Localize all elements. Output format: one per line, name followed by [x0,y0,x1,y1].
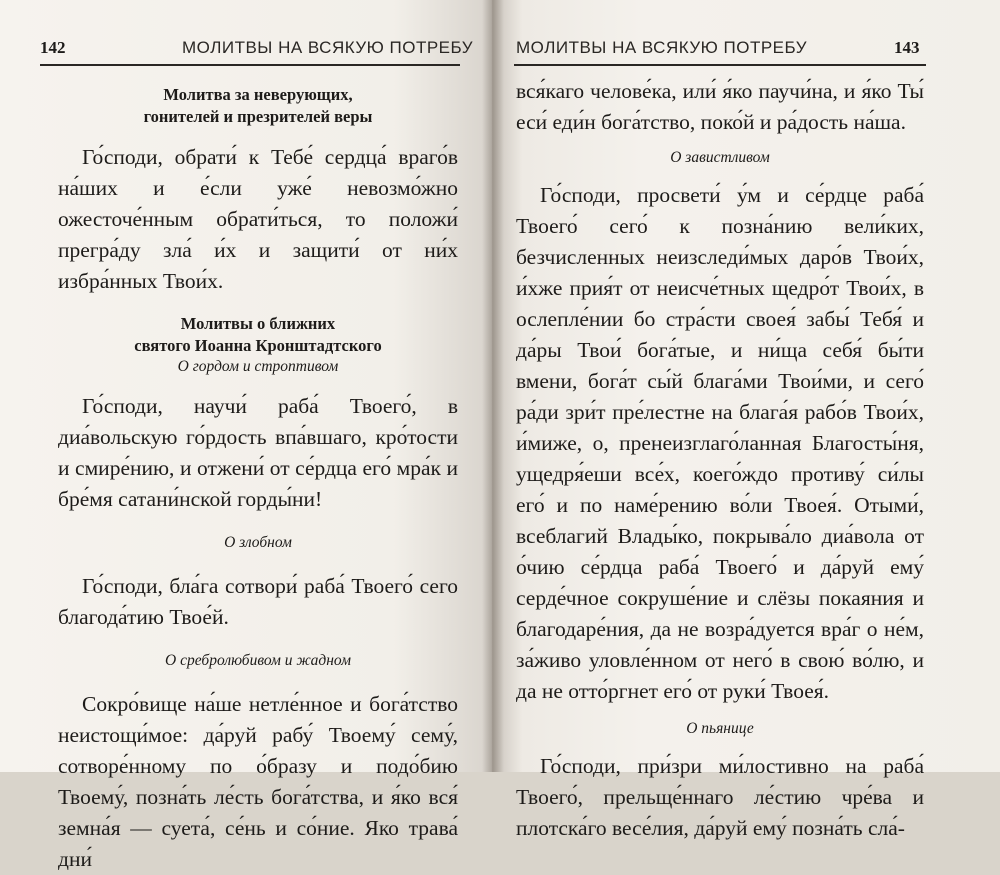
section-title: гонителей и презрителей веры [143,107,373,126]
prayer-text: Го́споди, научи́ раба́ Твоего́, в диа́вольскую го́рдость впа́вшаго, кро́тости и смире́нию, и отжени́ от се́рдца его́ мра́к и бре́мя сатани́нской горды́ни! [58,394,458,511]
subsection-title: О злобном [224,534,292,551]
prayer-text: Го́споди, бла́га сотвори́ раба́ Твоего́ сего благода́тию Твое́й. [58,574,458,629]
prayer-text: Сокро́вище на́ше нетле́нное и бога́тство неистощи́мое: да́руй рабу́ Твоему́ сему́, сотворе́нному по о́бразу и подо́бию Твоему́, позна́ть ле́сть бога́тства, и я́ко вся́ земна́я — суета́, се́нь и со́ние. Яко трава́ дни́ [58,692,458,871]
section-title: Молитвы о ближних [180,314,336,333]
right-text-column [516,76,924,844]
page-number: 142 [40,38,66,57]
prayer-text: Го́споди, обрати́ к Тебе́ сердца́ враго́в на́ших и е́сли уже́ невозмо́жно ожесточе́нным обрати́ться, то положи́ прегра́ду зла́ и́х и защити́ от ни́х избра́нных Твои́х. [58,145,458,293]
subsection-title: О завистливом [670,149,770,166]
book-gutter [482,0,504,772]
page-number: 143 [894,38,920,57]
header-rule [40,64,460,66]
prayer-text: Го́споди, просвети́ у́м и се́рдце раба́ Твоего́ сего́ к позна́нию вели́ких, безчисленных неизследи́мых даро́в Твои́х, и́хже прия́т от неисче́тных щедро́т Твои́х, в ослепле́нии бо стра́сти своея́ забы́ Тебя́ и да́ры Твои́ бога́тые, и ни́ща себя́ бы́ти вмени, бога́т сы́й блага́ми Твои́ми, и сего́ ра́ди зри́т пре́лестне на блага́я рабо́в Твои́х, и́миже, о, пренеизглаго́ланная Благосты́ня, ущедря́еши все́х, коего́ждо противу́ си́лы его́ и по наме́рению во́ли Твоея́. Отыми́, всеблагий Влады́ко, покрыва́ло диа́вола от о́чию се́рдца раба́ Твоего́ и да́руй ему́ серде́чное сокруше́ние и слёзы покаяния и благодаре́ния, да не возра́дуется вра́г о не́м, за́живо уловле́нном от него́ в свою́ во́лю, и да не отто́ргнет его́ от руки́ Твоея́. [516,183,924,703]
running-header: МОЛИТВЫ НА ВСЯКУЮ ПОТРЕБУ [516,38,808,57]
header-rule [514,64,926,66]
subsection-title: О пьянице [686,720,754,737]
subsection-title: О сребролюбивом и жадном [165,652,351,669]
prayer-text: Го́споди, при́зри ми́лостивно на раба́ Твоего́, прельще́ннаго ле́стию чре́ва и плотска́го весе́лия, да́руй ему́ позна́ть сла́- [516,754,924,840]
right-page [492,0,1000,840]
running-header: МОЛИТВЫ НА ВСЯКУЮ ПОТРЕБУ [182,38,474,57]
left-page [0,0,492,871]
subsection-title: О гордом и строптивом [177,358,339,375]
left-text-column [58,84,458,875]
section-title: святого Иоанна Кронштадтского [134,336,382,355]
section-title: Молитва за неверующих, [163,85,353,104]
prayer-text: вся́каго челове́ка, или́ я́ко паучи́на, и я́ко Ты́ еси́ еди́н бога́тство, поко́й и ра́дость на́ша. [516,79,924,134]
